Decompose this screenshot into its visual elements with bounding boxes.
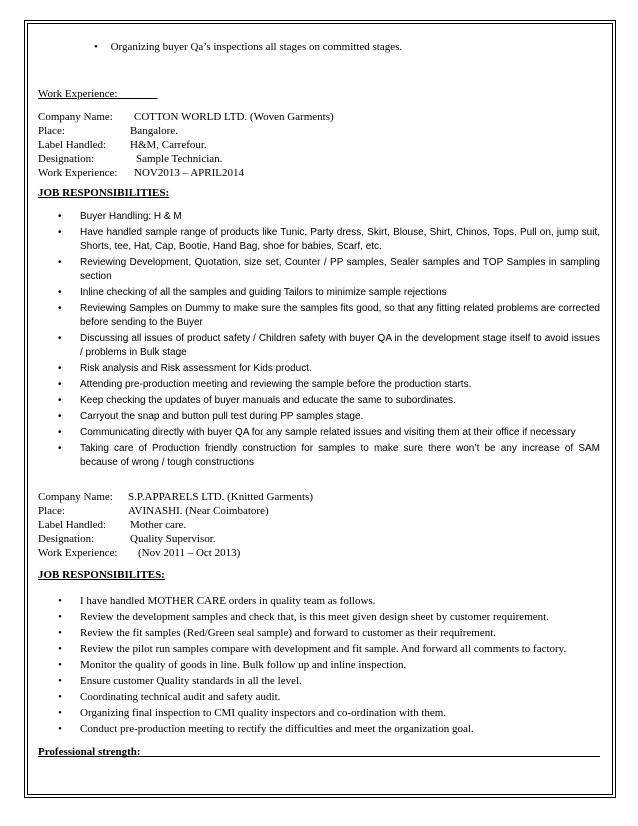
bullet-icon: • xyxy=(58,707,62,719)
bullet-icon: • xyxy=(58,303,62,314)
list-item: • Communicating directly with buyer QA for any sample related issues and visiting them at their office if necessary xyxy=(58,427,576,438)
bullet-icon: • xyxy=(58,675,62,687)
bullet-icon: • xyxy=(58,643,62,655)
list-item: • Conduct pre-production meeting to rectify the difficulties and meet the organization goal. xyxy=(58,723,474,735)
professional-strength-heading: Professional strength: xyxy=(38,742,600,757)
job1-place-value: Bangalore. xyxy=(130,125,178,137)
bullet-icon: • xyxy=(94,41,98,53)
job1-company-row: Company Name: COTTON WORLD LTD. (Woven Garments) xyxy=(38,111,334,123)
job1-responsibilities-heading: JOB RESPONSIBILITIES: xyxy=(38,187,170,199)
list-item: • Coordinating technical audit and safety audit. xyxy=(58,691,281,703)
bullet-icon: • xyxy=(58,379,62,390)
top-bullet-text: Organizing buyer Qa’s inspections all stages on committed stages. xyxy=(110,41,403,53)
bullet-icon: • xyxy=(58,363,62,374)
list-item: • Taking care of Production friendly construction for samples to make sure there won’t be any increase of SAM because of wrong / tough constructions xyxy=(58,443,600,468)
job1-company-value: COTTON WORLD LTD. (Woven Garments) xyxy=(134,111,334,123)
job2-responsibilities-heading: JOB RESPONSIBILITES: xyxy=(38,569,165,581)
list-item: • Reviewing Development, Quotation, size set, Counter / PP samples, Sealer samples and TOP Samples in sampling section xyxy=(58,257,600,282)
list-item: • Review the development samples and check that, is this meet given design sheet by customer requirement. xyxy=(58,611,549,623)
job1-label-value: H&M, Carrefour. xyxy=(130,139,207,151)
job2-designation-row: Designation: Quality Supervisor. xyxy=(38,533,216,545)
list-item: • Attending pre-production meeting and reviewing the sample before the production starts. xyxy=(58,379,472,390)
bullet-icon: • xyxy=(58,333,62,344)
job1-experience-row: Work Experience: NOV2013 – APRIL2014 xyxy=(38,167,245,179)
job2-details xyxy=(38,490,598,560)
job2-label-row: Label Handled: Mother care. xyxy=(38,519,187,531)
list-item: • Have handled sample range of products like Tunic, Party dress, Skirt, Blouse, Shirt, Chinos, Tops, Pull on, jump suit, Shorts, tee, Hat, Cap, Bootie, Hand Bag, shoe for babies, Scarf, etc. xyxy=(58,227,600,252)
bullet-icon: • xyxy=(58,691,62,703)
list-item: • Review the fit samples (Red/Green seal sample) and forward to customer as their requirement. xyxy=(58,627,497,639)
job1-label-row: Label Handled: H&M, Carrefour. xyxy=(38,139,207,151)
job1-details xyxy=(38,110,598,180)
job1-designation-row: Designation: Sample Technician. xyxy=(38,153,223,165)
job2-experience-row: Work Experience: (Nov 2011 – Oct 2013) xyxy=(38,547,241,559)
list-item: • Ensure customer Quality standards in all the level. xyxy=(58,675,302,687)
bullet-icon: • xyxy=(58,227,62,238)
bullet-icon: • xyxy=(58,211,62,222)
job2-company-row: Company Name: S.P.APPARELS LTD. (Knitted Garments) xyxy=(38,491,313,503)
bullet-icon: • xyxy=(58,411,62,422)
job2-company-value: S.P.APPARELS LTD. (Knitted Garments) xyxy=(128,491,313,503)
list-item: • Carryout the snap and button pull test during PP samples stage. xyxy=(58,411,364,422)
bullet-icon: • xyxy=(58,659,62,671)
job2-designation-value: Quality Supervisor. xyxy=(130,533,216,545)
job2-responsibilities-list xyxy=(38,594,600,736)
bullet-icon: • xyxy=(58,611,62,623)
bullet-icon: • xyxy=(58,723,62,735)
list-item: • Inline checking of all the samples and guiding Tailors to minimize sample rejections xyxy=(58,287,447,298)
bullet-icon: • xyxy=(58,257,62,268)
bullet-icon: • xyxy=(58,427,62,438)
bullet-icon: • xyxy=(58,595,62,607)
list-item: • Review the pilot run samples compare with development and fit sample. And forward all comments to factory. xyxy=(58,643,567,655)
list-item: • Discussing all issues of product safety / Children safety with buyer QA in the development stage itself to avoid issues / problems in Bulk stage xyxy=(58,333,600,358)
bullet-icon: • xyxy=(58,287,62,298)
list-item: • Buyer Handling: H & M xyxy=(58,211,182,222)
bullet-icon: • xyxy=(58,443,62,454)
bullet-icon: • xyxy=(58,627,62,639)
list-item: • Keep checking the updates of buyer manuals and educate the same to subordinates. xyxy=(58,395,456,406)
list-item: • Monitor the quality of goods in line. Bulk follow up and inline inspection. xyxy=(58,659,407,671)
list-item: • Risk analysis and Risk assessment for Kids product. xyxy=(58,363,312,374)
top-bullet-item xyxy=(94,40,402,54)
list-item: • I have handled MOTHER CARE orders in quality team as follows. xyxy=(58,595,376,607)
work-experience-heading: Work Experience: xyxy=(38,88,118,100)
job2-place-row: Place: AVINASHI. (Near Coimbatore) xyxy=(38,505,269,517)
job2-label-value: Mother care. xyxy=(130,519,187,531)
job2-experience-value: (Nov 2011 – Oct 2013) xyxy=(138,547,241,559)
job1-designation-value: Sample Technician. xyxy=(136,153,223,165)
job1-place-row: Place: Bangalore. xyxy=(38,125,178,137)
job1-responsibilities-list xyxy=(38,210,600,470)
job2-place-value: AVINASHI. (Near Coimbatore) xyxy=(128,505,269,517)
list-item: • Reviewing Samples on Dummy to make sure the samples fits good, so that any fitting related problems are corrected before sending to the Buyer xyxy=(58,303,600,328)
job1-experience-value: NOV2013 – APRIL2014 xyxy=(134,167,245,179)
list-item: • Organizing final inspection to CMI quality inspectors and co-ordination with them. xyxy=(58,707,447,719)
bullet-icon: • xyxy=(58,395,62,406)
